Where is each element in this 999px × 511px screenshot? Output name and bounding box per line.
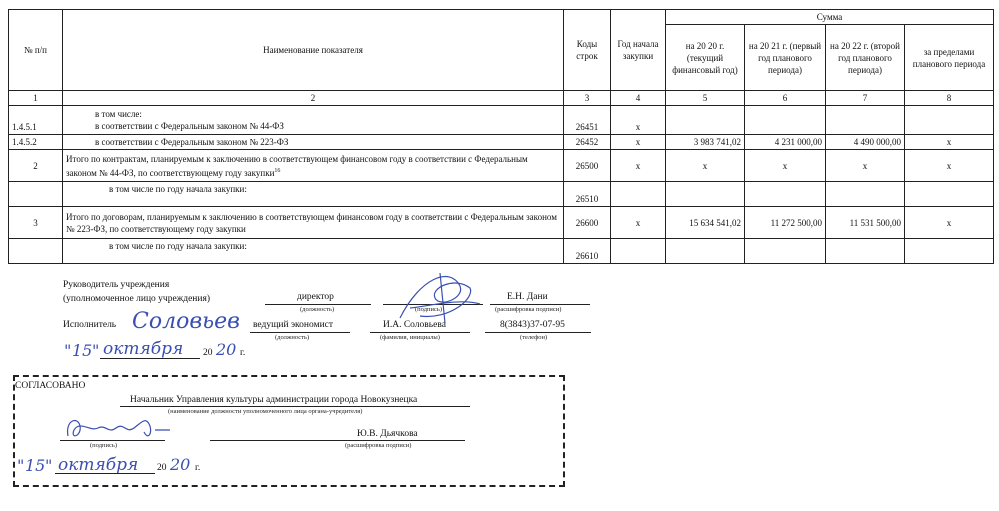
row-sum-3 xyxy=(826,106,905,135)
plan-table xyxy=(8,9,994,264)
row-sum-3: 11 531 500,00 xyxy=(826,207,905,239)
row-year: x xyxy=(611,106,666,135)
approval-date-suffix: г. xyxy=(195,463,201,473)
row-num: 1.4.5.1 xyxy=(9,106,63,135)
row-sum-4 xyxy=(905,239,994,264)
index-cell: 4 xyxy=(611,91,666,106)
caption-signature: (подпись) xyxy=(415,306,442,313)
caption-decoding: (расшифровка подписи) xyxy=(495,306,562,313)
row-sum-3 xyxy=(826,182,905,207)
executor-position: ведущий экономист xyxy=(253,320,334,330)
header-name: Наименование показателя xyxy=(63,10,564,91)
row-num: 1.4.5.2 xyxy=(9,135,63,150)
date-quote-close: " xyxy=(92,341,100,360)
head-name-line xyxy=(490,304,590,305)
row-sum-2: 11 272 500,00 xyxy=(745,207,826,239)
header-year-2: на 20 21 г. (первый год планового периода) xyxy=(745,25,826,91)
row-num xyxy=(9,239,63,264)
index-cell: 1 xyxy=(9,91,63,106)
table-row xyxy=(9,106,994,135)
table-row xyxy=(9,182,994,207)
date-month: октября xyxy=(103,339,184,359)
date-year-prefix: 20 xyxy=(203,348,213,358)
executor-phone: 8(3843)37-07-95 xyxy=(500,320,565,330)
caption-phone: (телефон) xyxy=(520,334,548,341)
executor-name-line xyxy=(370,332,470,333)
row-name xyxy=(63,150,564,182)
row-year: x xyxy=(611,135,666,150)
header-num: № п/п xyxy=(9,10,63,91)
head-label-1: Руководитель учреждения xyxy=(63,280,170,290)
header-beyond: за пределами планового периода xyxy=(905,25,994,91)
row-sum-2 xyxy=(745,239,826,264)
row-sum-1 xyxy=(666,182,745,207)
date-month-line xyxy=(100,358,200,359)
executor-label: Исполнитель xyxy=(63,320,117,330)
header-year-1: на 20 20 г. (текущий финансовый год) xyxy=(666,25,745,91)
index-cell: 6 xyxy=(745,91,826,106)
row-name: Итого по договорам, планируемым к заключению в соответствующем финансовом году в соответствии с Федеральным законом № 223-ФЗ, по соответствующему году закупки xyxy=(63,207,564,239)
row-name xyxy=(63,106,564,135)
row-year: x xyxy=(611,150,666,182)
executor-handwriting: Соловьев xyxy=(132,309,240,334)
approval-date-quote-close: " xyxy=(45,456,53,475)
date-year: 20 xyxy=(216,340,237,359)
row-num xyxy=(9,182,63,207)
row-sum-2 xyxy=(745,106,826,135)
row-sum-1 xyxy=(666,239,745,264)
row-year: x xyxy=(611,207,666,239)
row-code: 26510 xyxy=(564,182,611,207)
header-year-3: на 20 22 г. (второй год планового периода) xyxy=(826,25,905,91)
executor-name: И.А. Соловьева xyxy=(383,320,446,330)
row-num: 2 xyxy=(9,150,63,182)
row-name: в соответствии с Федеральным законом № 223-ФЗ xyxy=(63,135,564,150)
approval-caption-decoding: (расшифровка подписи) xyxy=(345,442,412,449)
executor-phone-line xyxy=(485,332,591,333)
caption-fio: (фамилия, инициалы) xyxy=(380,334,440,341)
row-sum-4 xyxy=(905,182,994,207)
row-sum-4: x xyxy=(905,135,994,150)
index-row xyxy=(9,91,994,106)
table-row xyxy=(9,207,994,239)
date-day: 15 xyxy=(72,341,93,360)
header-year: Год начала закупки xyxy=(611,10,666,91)
approval-date-year-prefix: 20 xyxy=(157,463,167,473)
row-sum-3 xyxy=(826,239,905,264)
row-code: 26610 xyxy=(564,239,611,264)
header-sum: Сумма xyxy=(666,10,994,25)
row-code: 26500 xyxy=(564,150,611,182)
row-name-text: Итого по контрактам, планируемым к заключению в соответствующем финансовом году в соответствии с Федеральным законом № 44-ФЗ, по соответствующему году закупки xyxy=(66,153,528,178)
approval-name: Ю.В. Дьячкова xyxy=(357,429,418,439)
date-quote-open: " xyxy=(64,341,72,360)
approval-date-day: 15 xyxy=(25,456,46,475)
index-cell: 2 xyxy=(63,91,564,106)
caption-position: (должность) xyxy=(275,334,310,341)
row-sum-1: x xyxy=(666,150,745,182)
row-code: 26600 xyxy=(564,207,611,239)
table-row xyxy=(9,239,994,264)
row-name: в том числе по году начала закупки: xyxy=(63,182,564,207)
table-row xyxy=(9,150,994,182)
approval-title: СОГЛАСОВАНО xyxy=(15,381,86,391)
row-sum-2: 4 231 000,00 xyxy=(745,135,826,150)
row-sum-4: x xyxy=(905,150,994,182)
row-sum-2 xyxy=(745,182,826,207)
row-sum-3: x xyxy=(826,150,905,182)
row-sum-4: x xyxy=(905,207,994,239)
approval-name-line xyxy=(210,440,465,441)
caption-position: (должность) xyxy=(300,306,335,313)
approval-signature-line xyxy=(60,440,165,441)
head-label-2: (уполномоченное лицо учреждения) xyxy=(63,294,210,304)
approval-date-quote-open: " xyxy=(17,456,25,475)
head-name: Е.Н. Дани xyxy=(507,292,548,302)
head-signature-mark xyxy=(380,268,490,328)
approval-position: Начальник Управления культуры администрации города Новокузнецка xyxy=(130,395,418,405)
table-row xyxy=(9,135,994,150)
index-cell: 7 xyxy=(826,91,905,106)
row-code: 26452 xyxy=(564,135,611,150)
approval-position-line xyxy=(120,406,470,407)
approval-caption-signature: (подпись) xyxy=(90,442,117,449)
row-sum-4 xyxy=(905,106,994,135)
row-sum-2: x xyxy=(745,150,826,182)
header-code: Коды строк xyxy=(564,10,611,91)
index-cell: 3 xyxy=(564,91,611,106)
row-year xyxy=(611,239,666,264)
date-suffix: г. xyxy=(240,348,246,358)
row-num: 3 xyxy=(9,207,63,239)
row-sum-1 xyxy=(666,106,745,135)
index-cell: 5 xyxy=(666,91,745,106)
head-position: директор xyxy=(297,292,334,302)
head-position-line xyxy=(265,304,371,305)
row-name: в том числе по году начала закупки: xyxy=(63,239,564,264)
row-name-law: в соответствии с Федеральным законом № 44-ФЗ xyxy=(95,121,284,131)
approval-caption-position: (наименование должности уполномоченного лица органа-учредителя) xyxy=(168,408,363,415)
row-sum-3: 4 490 000,00 xyxy=(826,135,905,150)
index-cell: 8 xyxy=(905,91,994,106)
row-name-intro: в том числе: xyxy=(95,109,142,119)
approval-date-year: 20 xyxy=(170,455,191,474)
footnote-mark: 16 xyxy=(274,167,281,174)
row-sum-1: 3 983 741,02 xyxy=(666,135,745,150)
executor-position-line xyxy=(250,332,350,333)
row-sum-1: 15 634 541,02 xyxy=(666,207,745,239)
approval-date-month: октября xyxy=(58,455,139,475)
row-year xyxy=(611,182,666,207)
row-code: 26451 xyxy=(564,106,611,135)
approval-date-month-line xyxy=(55,473,155,474)
